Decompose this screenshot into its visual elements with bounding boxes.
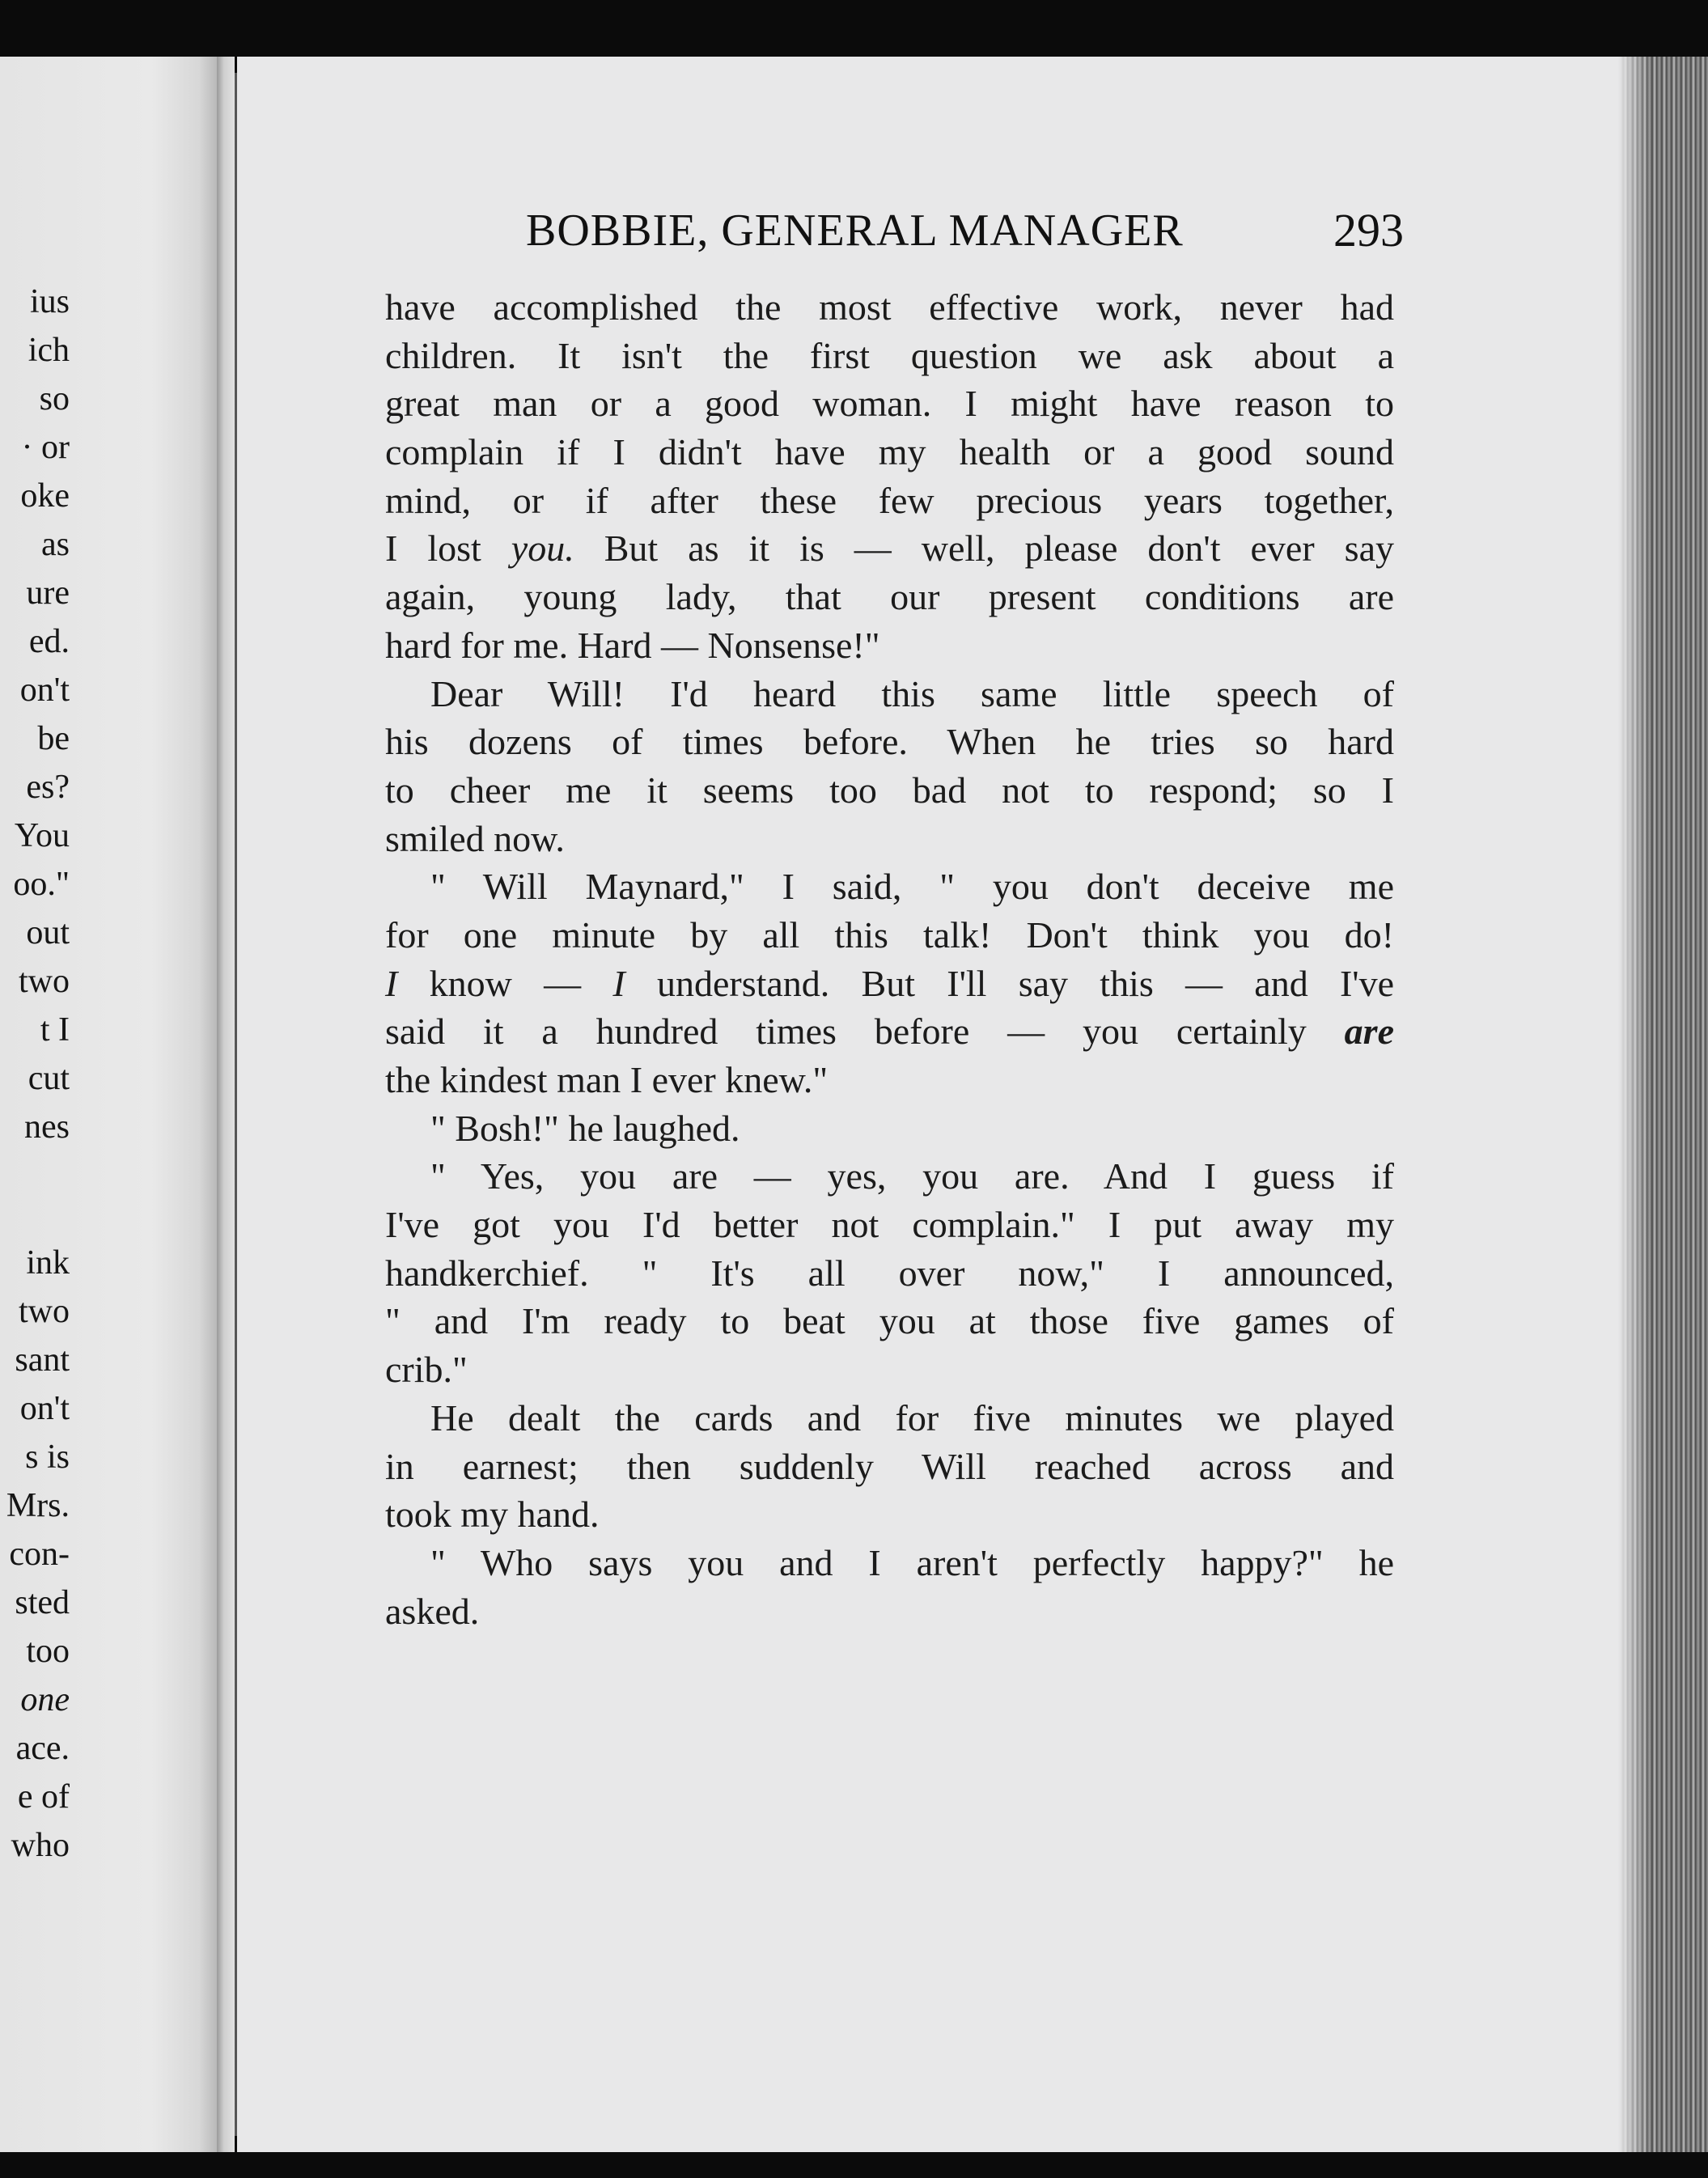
left-page-fragment: two (19, 963, 70, 1000)
text-line: children. It isn't the first question we ask about a (385, 334, 1394, 376)
text-line: have accomplished the most effective work, never had (385, 286, 1394, 328)
text-line: " Bosh!" he laughed. (430, 1107, 740, 1149)
italic-run: I (612, 962, 625, 1004)
text-line: the kindest man I ever knew." (385, 1059, 829, 1100)
left-page-fragment: t I (40, 1011, 70, 1049)
left-page-fragment: be (37, 720, 70, 757)
text-line: " Yes, you are — yes, you are. And I guess if (430, 1155, 1394, 1197)
text-line: took my hand. (385, 1494, 600, 1536)
left-page-fragment: who (11, 1827, 70, 1864)
text-line: again, young lady, that our present conditions are (385, 576, 1394, 618)
left-page-fragment: s is (25, 1439, 70, 1476)
left-page-fragment: on't (19, 1390, 70, 1427)
left-page-fragment: so (39, 380, 70, 417)
left-page-fragment: out (26, 914, 70, 951)
text-line: asked. (385, 1590, 480, 1632)
text-line: smiled now. (385, 817, 565, 859)
bold-italic-run: are (1344, 1011, 1394, 1053)
left-page-fragment: e of (17, 1778, 70, 1816)
left-page-fragment: oke (20, 477, 70, 515)
page-edges-shadow (1618, 57, 1651, 2152)
text-line: great man or a good woman. I might have reason to (385, 383, 1394, 425)
left-page-fragment: two (19, 1293, 70, 1330)
left-page-fragment: ink (26, 1244, 70, 1282)
left-page-fragment: con- (9, 1536, 70, 1573)
text-run: know — (397, 962, 613, 1004)
left-page-fragment: cut (28, 1060, 70, 1097)
text-line: " Will Maynard," I said, " you don't deceive me (430, 866, 1394, 908)
text-line: He dealt the cards and for five minutes we played (430, 1396, 1394, 1439)
text-line (385, 1007, 1394, 1056)
left-page-fragment: sted (15, 1584, 70, 1621)
italic-run: I (385, 962, 398, 1004)
text-line: crib." (385, 1349, 468, 1391)
left-page-fragment: on't (19, 672, 70, 709)
page-number: 293 (1333, 204, 1404, 256)
left-page-fragment: one (20, 1681, 70, 1718)
text-line: mind, or if after these few precious years together, (385, 479, 1394, 521)
text-line: for one minute by all this talk! Don't think you do! (385, 913, 1394, 956)
text-line: " and I'm ready to beat you at those five games of (385, 1300, 1394, 1342)
left-page-fragment: too (26, 1633, 70, 1670)
running-head (526, 202, 1404, 259)
text-line: I've got you I'd better not complain." I put away my (385, 1204, 1394, 1246)
text-line: his dozens of times before. When he tries so hard (385, 721, 1394, 763)
left-page-fragment: ace. (15, 1730, 70, 1767)
text-run: understand. But I'll say this — and I've (625, 962, 1394, 1004)
text-run: But as it is — well, please don't ever say (574, 528, 1394, 570)
running-title: BOBBIE, GENERAL MANAGER (526, 206, 1184, 256)
text-line: to cheer me it seems too bad not to respond; so I (385, 769, 1394, 811)
left-page-fragment: oo." (13, 866, 70, 903)
left-page-fragment: ed. (28, 623, 70, 660)
left-page-sliver (0, 57, 217, 2152)
text-line: complain if I didn't have my health or a good sound (385, 431, 1394, 473)
text-run: I lost (385, 528, 511, 570)
left-page-fragment: Mrs. (6, 1487, 70, 1524)
text-line (385, 524, 1394, 573)
text-line: " Who says you and I aren't perfectly happy?" he (430, 1541, 1394, 1583)
left-page-fragment: nes (24, 1108, 70, 1146)
left-page-fragment: as (41, 526, 70, 563)
text-line: hard for me. Hard — Nonsense!" (385, 624, 880, 666)
left-page-fragment: ius (29, 283, 70, 320)
book-gutter (217, 57, 235, 2152)
text-line: Dear Will! I'd heard this same little speech of (430, 672, 1394, 714)
text-run: said it a hundred times before — you certainly (385, 1011, 1345, 1053)
text-line: in earnest; then suddenly Will reached across and (385, 1445, 1394, 1487)
text-line: handkerchief. " It's all over now," I announced, (385, 1252, 1394, 1294)
left-page-fragment: ich (28, 332, 70, 369)
body-text (385, 283, 1394, 1635)
left-page-fragment: · or (21, 429, 70, 466)
left-page-fragment: You (14, 817, 70, 854)
text-line (385, 960, 1394, 1008)
left-page-fragment: es? (26, 769, 70, 806)
left-page-fragment: sant (15, 1341, 70, 1379)
left-page-fragment: ure (26, 574, 70, 612)
italic-run: you. (511, 528, 574, 570)
